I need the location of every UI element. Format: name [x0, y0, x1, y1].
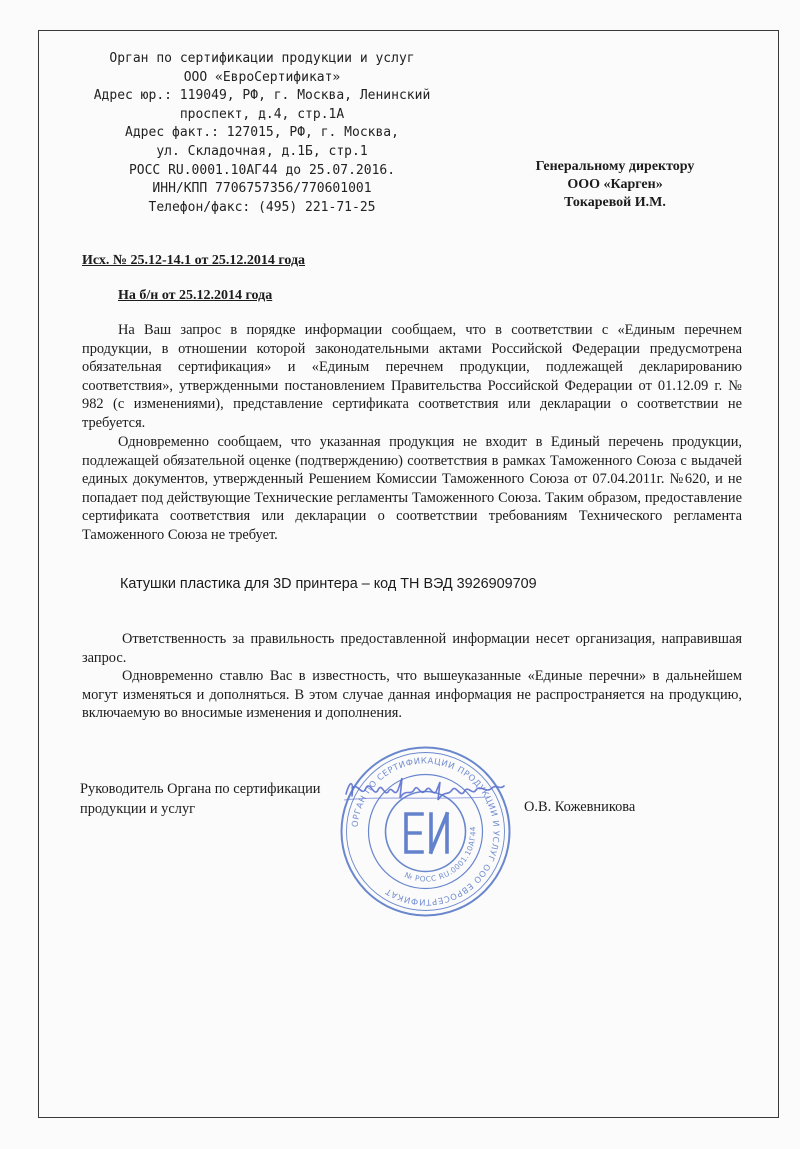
sender-line: ООО «ЕвроСертификат» [183, 69, 341, 85]
sender-line: ул. Складочная, д.1Б, стр.1 [156, 143, 368, 159]
signer-name: О.В. Кожевникова [524, 799, 636, 815]
outgoing-reference: Исх. № 25.12-14.1 от 25.12.2014 года [82, 253, 306, 268]
handwritten-signature [340, 770, 510, 810]
recipient-line: Генеральному директору [535, 159, 695, 174]
sender-letterhead [60, 50, 464, 217]
sender-line: ИНН/КПП 7706757356/770601001 [152, 181, 372, 197]
sender-line: РОСС RU.0001.10АГ44 до 25.07.2016. [128, 162, 396, 178]
signer-title-line: продукции и услуг [80, 801, 196, 817]
recipient-line: Токаревой И.М. [564, 195, 666, 210]
svg-text:№ РОСС RU.0001.10АГ44: № РОСС RU.0001.10АГ44 [403, 825, 478, 884]
recipient-line: ООО «Карген» [567, 177, 663, 192]
sender-line: Адрес юр.: 119049, РФ, г. Москва, Ленинский [93, 88, 431, 104]
svg-text:ОРГАН ПО СЕРТИФИКАЦИИ ПРОДУКЦИ: ОРГАН ПО СЕРТИФИКАЦИИ ПРОДУКЦИИ И УСЛУГ ООО ЕВРОСЕРТИФИКАТ [349, 755, 502, 908]
sender-line: Адрес факт.: 127015, РФ, г. Москва, [125, 125, 399, 141]
body-paragraph: Одновременно ставлю Вас в известность, что вышеуказанные «Единые перечни» в дальнейшем могут изменяться и дополняться. В этом случае данная информация не распространяется на продукцию, включаемую во вносимые изменения и дополнения. [82, 668, 742, 722]
recipient-block [520, 158, 710, 212]
incoming-reference: На б/н от 25.12.2014 года [118, 288, 273, 303]
stamp-monogram [406, 814, 447, 852]
sender-line: Телефон/факс: (495) 221-71-25 [148, 199, 376, 215]
signer-title-line: Руководитель Органа по сертификации [80, 781, 321, 797]
product-line: Катушки пластика для 3D принтера – код ТН ВЭД 3926909709 [120, 576, 537, 592]
signer-title [80, 779, 370, 819]
body-paragraph: На Ваш запрос в порядке информации сообщаем, что в соответствии с «Единым перечнем продукции, в отношении которой законодательными актами Российской Федерации предусмотрена обязательная сертификация» и «Единым перечнем продукции, подлежащей декларированию соответствия», утвержденными постановлением Правительства Российской Федерации от 01.12.09 г. № 982 (с изменениями), представление сертификата соответствия или декларации о соответствии не требуется. [82, 322, 742, 431]
body-paragraph: Ответственность за правильность предоставленной информации несет организация, направившая запрос. [82, 631, 742, 666]
sender-line: проспект, д.4, стр.1А [179, 106, 345, 122]
sender-line: Орган по сертификации продукции и услуг [109, 51, 415, 66]
body-paragraph: Одновременно сообщаем, что указанная продукция не входит в Единый перечень продукции, подлежащей обязательной оценке (подтверждению) соответствия в рамках Таможенного Союза с выдачей единых документов, утвержденный Решением Комиссии Таможенного Союза от 07.04.2011г. №620, и не попадает под действующие Технические регламенты Таможенного Союза. Таким образом, предоставление сертификата соответствия или декларации о соответствии требованиям Технического регламента Таможенного Союза не требует. [82, 434, 742, 543]
